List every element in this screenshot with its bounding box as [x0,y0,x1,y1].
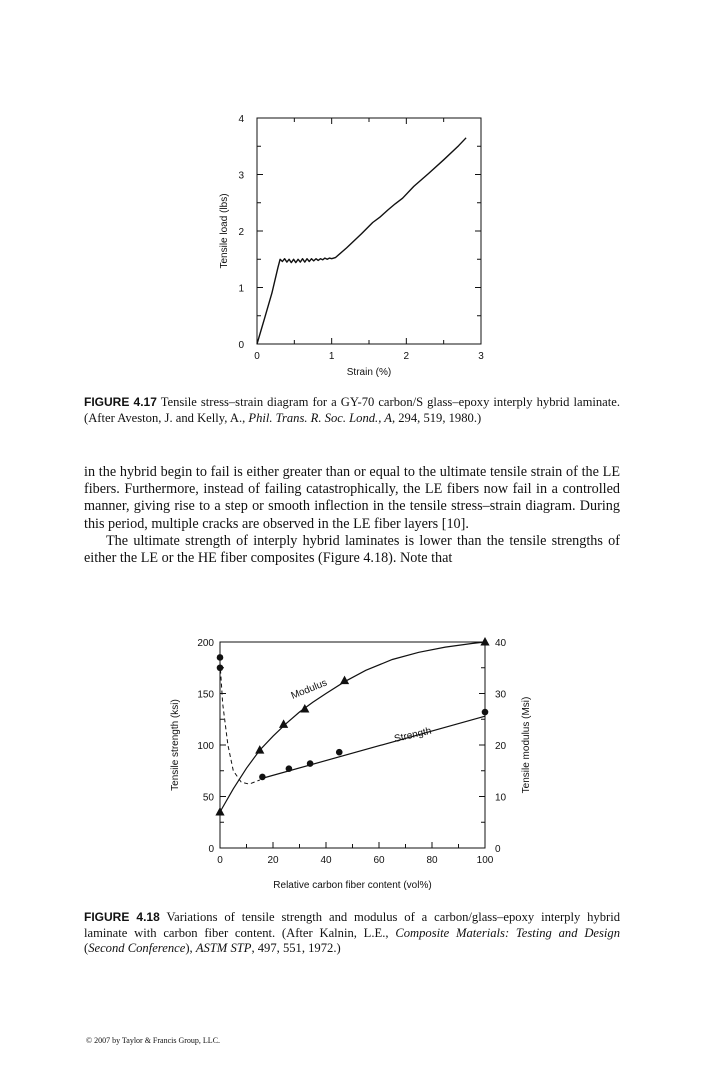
plot-frame [220,642,485,848]
figure-4-18-series: ASTM STP [195,941,252,955]
y-tick-label: 4 [238,114,244,125]
figure-4-18-caption-text: Variations of tensile strength and modulus of a carbon/glass–epoxy interply hybrid laminate with carbon fiber content. (After Kalnin, L.E., [84,910,621,940]
body-paragraph-2: The ultimate strength of interply hybrid laminates is lower than the tensile strengths of either the LE or the HE fiber composites (Figure 4.18). Note that [84,532,620,567]
x-tick-label: 1 [328,351,335,362]
strength-point [217,654,224,661]
y-left-tick-label: 200 [197,638,214,649]
x-axis-label: Relative carbon fiber content (vol%) [273,880,432,891]
figure-4-18-conference: Second Conference [88,941,186,955]
figure-4-18-caption [84,910,620,957]
y-right-tick-label: 20 [495,741,507,752]
x-tick-label: 3 [478,351,484,362]
y-right-axis-label: Tensile modulus (Msi) [521,696,532,794]
figure-4-18-label: FIGURE 4.18 [84,910,160,924]
figure-4-18-caption-punct-1: ( [84,941,89,955]
x-tick-label: 0 [217,855,223,866]
x-tick-label: 60 [373,855,385,866]
strength-point [307,760,314,767]
figure-4-18-caption-end: , 497, 551, 1972.) [251,941,341,955]
body-text [84,464,620,567]
strength-point [286,765,293,772]
x-axis-label: Strain (%) [346,367,392,378]
y-axis-label: Tensile load (lbs) [219,193,230,269]
x-tick-label: 80 [426,855,438,866]
y-left-tick-label: 0 [208,844,214,855]
strength-point [482,709,489,716]
x-tick-label: 40 [320,855,332,866]
figure-4-17-caption-end: , 294, 519, 1980.) [391,410,482,425]
y-left-tick-label: 50 [202,792,214,804]
y-tick-label: 3 [238,170,244,182]
figure-4-18-chart [0,620,705,900]
modulus-point [480,637,489,646]
figure-4-17-journal: Phil. Trans. R. Soc. Lond., A [248,410,392,425]
figure-4-17-label: FIGURE 4.17 [84,395,157,409]
y-left-axis-label: Tensile strength (ksi) [170,699,181,791]
y-tick-label: 2 [238,227,244,238]
strength-point [259,774,266,781]
y-right-tick-label: 10 [495,792,507,804]
series-label-modulus: Modulus [289,677,329,702]
x-tick-label: 20 [267,855,279,866]
x-tick-label: 100 [476,855,494,866]
y-left-tick-label: 100 [197,741,214,752]
y-right-tick-label: 0 [495,844,501,855]
strength-point [336,749,343,756]
plot-frame [257,118,481,344]
figure-4-17-caption-text: Tensile stress–strain diagram for a GY-70 carbon/S glass–epoxy interply hybrid laminate. (After Aveston, J. and Kelly, A., [84,395,620,425]
figure-4-17-chart [0,0,705,390]
y-right-tick-label: 30 [495,689,507,701]
body-paragraph-1: in the hybrid begin to fail is either greater than or equal to the ultimate tensile strain of the LE fibers. Furthermore, instead of failing catastrophically, the LE fibers now fail in a controlled manner, giving rise to a step or smooth inflection in the tensile stress–strain diagram. During this period, multiple cracks are observed in the LE fiber layers [10]. [84,464,620,532]
figure-4-18-book: Composite Materials: Testing and Design [395,925,620,940]
y-right-tick-label: 40 [495,638,507,649]
series-label-strength: Strength [393,725,433,745]
x-tick-label: 2 [403,351,410,362]
x-tick-label: 0 [254,351,260,362]
strength-dashed-curve [220,663,260,785]
strength-point [217,664,224,671]
y-tick-label: 0 [238,340,244,351]
y-left-tick-label: 150 [197,689,214,701]
figure-4-18-caption-punct-2: ), [185,941,196,955]
copyright-footer: © 2007 by Taylor & Francis Group, LLC. [86,1036,221,1045]
figure-4-17-caption [84,395,620,426]
y-tick-label: 1 [238,283,244,295]
modulus-point [215,807,224,816]
strength-line [260,716,485,779]
load-strain-curve [257,138,466,344]
